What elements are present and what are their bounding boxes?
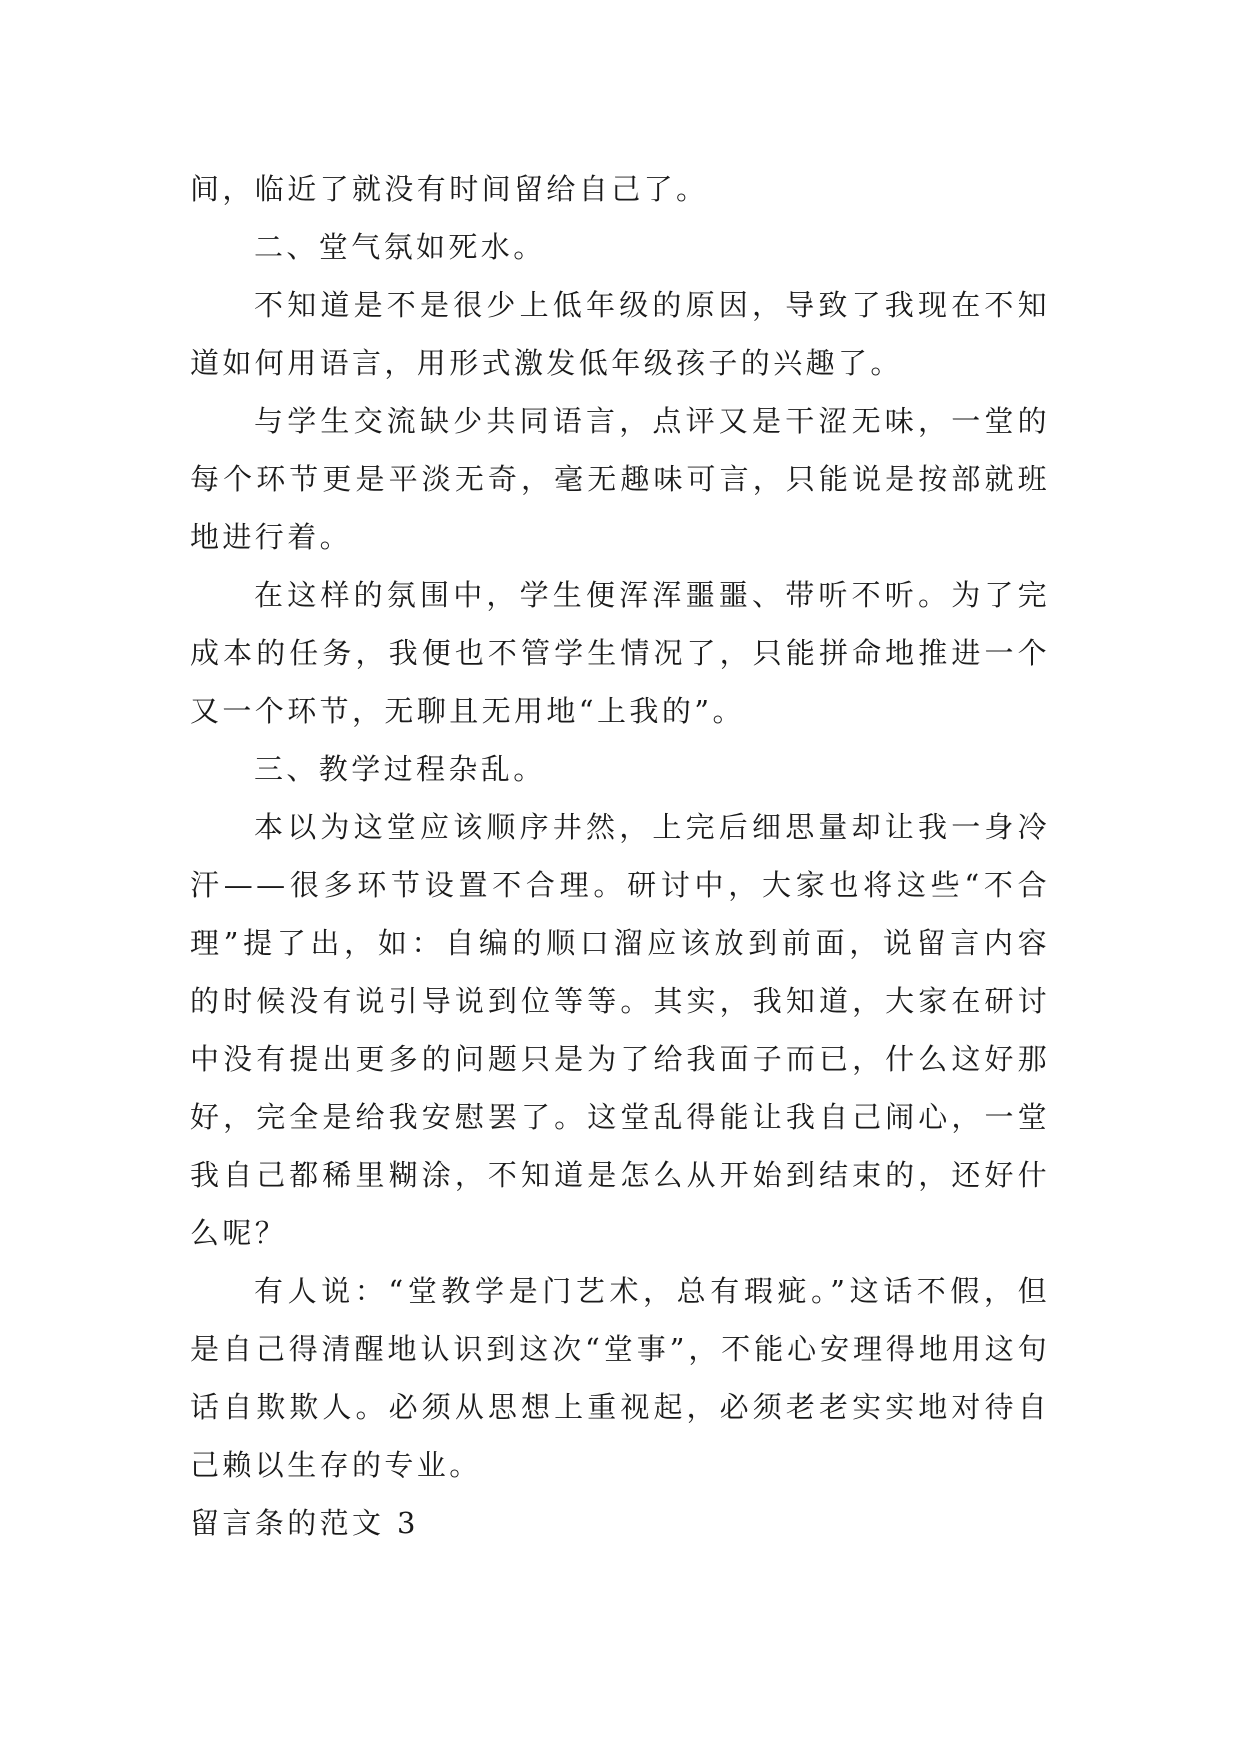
paragraph: 本以为这堂应该顺序井然，上完后细思量却让我一身冷汗——很多环节设置不合理。研讨中，大家也将这些“不合理”提了出，如：自编的顺口溜应该放到前面，说留言内容的时候没有说引导说到位等等。其实，我知道，大家在研讨中没有提出更多的问题只是为了给我面子而已，什么这好那好，完全是给我安慰罢了。这堂乱得能让我自己闹心，一堂我自己都稀里糊涂，不知道是怎么从开始到结束的，还好什么呢？	[190, 810, 1050, 1250]
paragraph: 有人说：“堂教学是门艺术，总有瑕疵。”这话不假，但是自己得清醒地认识到这次“堂事”，不能心安理得地用这句话自欺欺人。必须从思想上重视起，必须老老实实地对待自己赖以生存的专业。	[190, 1274, 1050, 1482]
section-heading-two: 二、堂气氛如死水。	[254, 230, 546, 264]
document-body	[190, 160, 1050, 1552]
paragraph: 在这样的氛围中，学生便浑浑噩噩、带听不听。为了完成本的任务，我便也不管学生情况了，只能拼命地推进一个又一个环节，无聊且无用地“上我的”。	[190, 578, 1050, 728]
section-heading-three: 三、教学过程杂乱。	[254, 752, 546, 786]
paragraph-continuation: 间，临近了就没有时间留给自己了。	[190, 172, 709, 206]
paragraph: 与学生交流缺少共同语言，点评又是干涩无味，一堂的每个环节更是平淡无奇，毫无趣味可言，只能说是按部就班地进行着。	[190, 404, 1050, 554]
paragraph: 不知道是不是很少上低年级的原因，导致了我现在不知道如何用语言，用形式激发低年级孩子的兴趣了。	[190, 288, 1050, 380]
document-section-title: 留言条的范文 3	[190, 1506, 419, 1540]
